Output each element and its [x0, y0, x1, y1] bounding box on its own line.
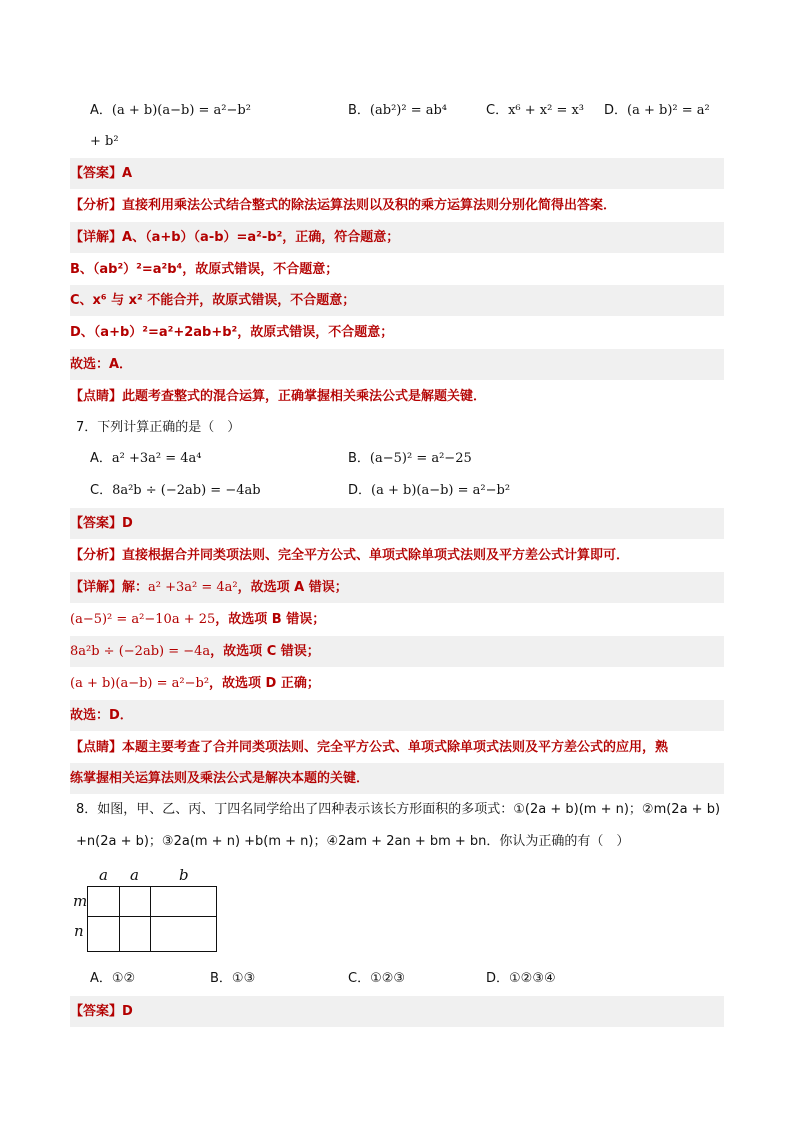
grid-divider: [119, 887, 120, 951]
q6-option-d-label: D．: [604, 103, 628, 118]
q7-choose: 故选：D．: [70, 708, 133, 723]
q8-stem-line-2: +n(2a + b)；③2a(m + n) +b(m + n)；④2am + 2an + bm + bn．你认为正确的有（ ）: [76, 834, 630, 849]
q7-detail-4-math: (a + b)(a−b) = a²−b²: [70, 676, 210, 691]
q8-option-d-value: ①②③④: [509, 971, 556, 986]
q6-detail-2: B、（ab²）²=a²b⁴，故原式错误，不合题意；: [70, 262, 339, 277]
q6-analysis-row: [70, 190, 724, 221]
q7-comment-row-2: [70, 763, 724, 794]
q7-detail-2-math: (a−5)² = a²−10a + 25: [70, 612, 216, 627]
comment-tag: 【点睛】: [70, 389, 123, 404]
q7-stem: 7．下列计算正确的是（ ）: [76, 420, 241, 435]
q6-option-b-label: B．: [348, 103, 370, 118]
fig-label-m: m: [73, 892, 88, 910]
q7-answer: D: [122, 516, 133, 531]
q7-option-c-math: 8a²b ÷ (−2ab) = −4ab: [112, 483, 261, 498]
q6-option-a-math: (a + b)(a−b) = a²−b²: [111, 103, 251, 118]
q6-detail-row-2: [70, 254, 724, 285]
answer-tag: 【答案】: [70, 516, 123, 531]
q7-detail-row-4: [70, 668, 724, 699]
q6-option-d-math: (a + b)² = a²: [627, 103, 710, 118]
q6-analysis: 直接利用乘法公式结合整式的除法运算法则以及积的乘方运算法则分别化简得出答案．: [122, 198, 617, 213]
q7-option-b: [348, 447, 472, 471]
q6-option-d: [604, 99, 710, 123]
q8-option-c-label: C．: [348, 971, 371, 986]
fig-label-a1: a: [99, 866, 108, 884]
q8-stem-line-1: 8．如图，甲、乙、丙、丁四名同学给出了四种表示该长方形面积的多项式：①(2a + b)(m + n)；②m(2a + b): [76, 802, 721, 817]
q7-option-a: [90, 447, 202, 471]
q8-option-c: [348, 967, 405, 991]
q8-option-b: [210, 967, 255, 991]
grid-divider: [88, 916, 216, 917]
q6-detail-1: A、（a+b）（a-b）=a²-b²，正确，符合题意；: [122, 230, 400, 245]
q7-comment-row-1: [70, 732, 724, 763]
q6-option-d-continued: + b²: [90, 134, 119, 149]
q6-option-a-label: A．: [90, 103, 112, 118]
q8-option-c-value: ①②③: [370, 971, 406, 986]
fig-label-a2: a: [130, 866, 139, 884]
q7-analysis-row: [70, 540, 724, 571]
q6-option-b: [348, 99, 447, 123]
q7-choose-row: [70, 700, 724, 731]
q6-option-b-math: (ab²)² = ab⁴: [369, 103, 448, 118]
q8-answer: D: [122, 1004, 133, 1019]
rectangle-grid: [87, 886, 217, 952]
answer-tag: 【答案】: [70, 166, 123, 181]
q7-option-d: [348, 479, 510, 503]
q7-detail-3-math: 8a²b ÷ (−2ab) = −4a: [70, 644, 211, 659]
q8-option-a-label: A．: [90, 971, 112, 986]
q7-option-b-math: (a−5)² = a²−25: [369, 451, 472, 466]
q7-option-b-label: B．: [348, 451, 370, 466]
q8-option-d: [486, 967, 556, 991]
q7-option-a-math: a² +3a² = 4a⁴: [111, 451, 202, 466]
q6-detail-3: C、x⁶ 与 x² 不能合并，故原式错误，不合题意；: [70, 293, 356, 308]
q6-detail-row-3: [70, 285, 724, 316]
q8-option-d-label: D．: [486, 971, 510, 986]
q7-detail-1-prefix: 解：: [122, 580, 149, 595]
q6-option-c-math: x⁶ + x² = x³: [508, 103, 585, 118]
q6-choose: 故选：A．: [70, 357, 133, 372]
q7-detail-1-math: a² +3a² = 4a²: [148, 580, 238, 595]
q7-detail-row-1: [70, 572, 724, 603]
q6-option-a: [90, 99, 251, 123]
q7-option-a-label: A．: [90, 451, 112, 466]
q7-detail-4-text: ，故选项 D 正确；: [209, 676, 320, 691]
q6-detail-row-1: [70, 222, 724, 253]
q7-analysis: 直接根据合并同类项法则、完全平方公式、单项式除单项式法则及平方差公式计算即可．: [122, 548, 630, 563]
grid-divider: [150, 887, 151, 951]
answer-tag: 【答案】: [70, 1004, 123, 1019]
q6-detail-row-4: [70, 317, 724, 348]
q7-option-c: [90, 479, 261, 503]
q8-option-b-label: B．: [210, 971, 232, 986]
q8-option-a: [90, 967, 135, 991]
q6-answer-row: [70, 158, 724, 189]
analysis-tag: 【分析】: [70, 548, 123, 563]
q6-option-c: [486, 99, 584, 123]
q6-option-c-label: C．: [486, 103, 509, 118]
q6-comment: 此题考查整式的混合运算，正确掌握相关乘法公式是解题关键．: [122, 389, 487, 404]
q7-detail-2-text: ，故选项 B 错误；: [215, 612, 326, 627]
analysis-tag: 【分析】: [70, 198, 123, 213]
q7-comment-1: 本题主要考查了合并同类项法则、完全平方公式、单项式除单项式法则及平方差公式的应用，熟: [122, 740, 669, 755]
q7-option-d-math: (a + b)(a−b) = a²−b²: [371, 483, 511, 498]
q6-answer: A: [122, 166, 133, 181]
fig-label-b: b: [179, 866, 189, 884]
fig-label-n: n: [74, 922, 84, 940]
q8-answer-row: [70, 996, 724, 1027]
q6-choose-row: [70, 349, 724, 380]
q7-option-d-label: D．: [348, 483, 372, 498]
detail-tag: 【详解】: [70, 230, 123, 245]
q8-option-a-value: ①②: [111, 971, 136, 986]
q7-detail-1-text: ，故选项 A 错误；: [237, 580, 348, 595]
q6-comment-row: [70, 381, 724, 412]
q6-detail-4: D、（a+b）²=a²+2ab+b²，故原式错误，不合题意；: [70, 325, 394, 340]
q7-detail-3-text: ，故选项 C 错误；: [210, 644, 320, 659]
q7-option-c-label: C．: [90, 483, 113, 498]
q7-detail-row-3: [70, 636, 724, 667]
q7-comment-2: 练掌握相关运算法则及乘法公式是解决本题的关键．: [70, 771, 370, 786]
q7-answer-row: [70, 508, 724, 539]
comment-tag: 【点睛】: [70, 740, 123, 755]
q7-detail-row-2: [70, 604, 724, 635]
q8-option-b-value: ①③: [231, 971, 256, 986]
detail-tag: 【详解】: [70, 580, 123, 595]
